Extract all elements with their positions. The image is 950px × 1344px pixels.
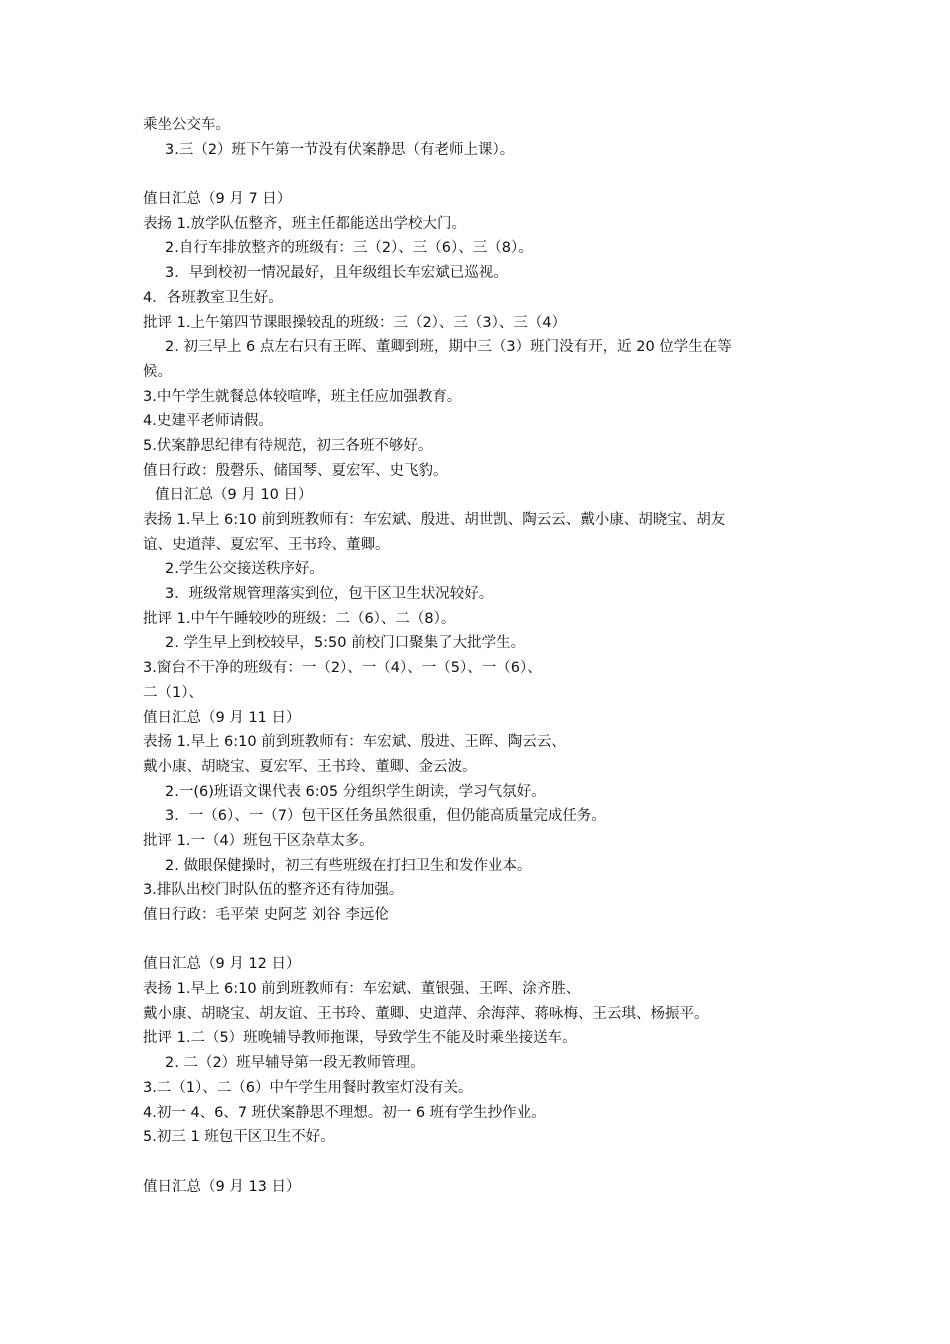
text-line: 表扬 1.早上 6:10 前到班教师有：车宏斌、殷进、胡世凯、陶云云、戴小康、胡晓宝、胡友 bbox=[143, 512, 726, 528]
blank-line bbox=[0, 1150, 950, 1175]
text-line: 3．早到校初一情况最好，且年级组长车宏斌已巡视。 bbox=[165, 265, 508, 282]
text-line: 值日汇总（9 月 7 日） bbox=[143, 191, 292, 208]
text-line: 批评 1.二（5）班晚辅导教师拖课，导致学生不能及时乘坐接送车。 bbox=[143, 1030, 577, 1047]
text-line: 3.窗台不干净的班级有：一（2）、一（4）、一（5）、一（6）、 bbox=[143, 660, 542, 677]
text-line: 表扬 1.早上 6:10 前到班教师有：车宏斌、殷进、王晖、陶云云、 bbox=[143, 734, 566, 751]
text-line: 2. 学生早上到校较早，5:50 前校门口聚集了大批学生。 bbox=[165, 635, 526, 652]
text-line: 2. 二（2）班早辅导第一段无教师管理。 bbox=[165, 1055, 425, 1072]
text-line: 4．各班教室卫生好。 bbox=[143, 289, 283, 306]
text-line: 3.中午学生就餐总体较喧哗，班主任应加强教育。 bbox=[143, 388, 462, 405]
text-line: 3.三（2）班下午第一节没有伏案静思（有老师上课）。 bbox=[165, 141, 515, 158]
text-line: 值日汇总（9 月 11 日） bbox=[143, 709, 301, 726]
text-line: 值日行政：殷磬乐、储国琴、夏宏军、史飞豹。 bbox=[143, 462, 448, 479]
text-line: 2.一(6)班语文课代表 6:05 分组织学生朗读，学习气氛好。 bbox=[165, 783, 546, 800]
text-line: 值日行政：毛平荣 史阿芝 刘谷 李远伦 bbox=[143, 907, 389, 923]
text-line: 批评 1.一（4）班包干区杂草太多。 bbox=[143, 832, 374, 849]
text-line: 戴小康、胡晓宝、胡友谊、王书玲、董卿、史道萍、余海萍、蒋咏梅、王云琪、杨振平。 bbox=[143, 1005, 709, 1022]
text-line: 表扬 1.早上 6:10 前到班教师有：车宏斌、董银强、王晖、涂齐胜、 bbox=[143, 981, 581, 998]
text-line: 5.伏案静思纪律有待规范，初三各班不够好。 bbox=[143, 437, 433, 454]
text-line: 候。 bbox=[143, 363, 172, 380]
text-line: 3．一（6）、一（7）包干区任务虽然很重，但仍能高质量完成任务。 bbox=[165, 808, 606, 825]
text-line: 2.自行车排放整齐的班级有：三（2）、三（6）、三（8）。 bbox=[165, 240, 533, 257]
text-line: 表扬 1.放学队伍整齐，班主任都能送出学校大门。 bbox=[143, 215, 466, 232]
text-line: 2. 初三早上 6 点左右只有王晖、董卿到班，期中三（3）班门没有开，近 20 位学生在等 bbox=[165, 339, 732, 356]
text-line: 值日汇总（9 月 12 日） bbox=[143, 956, 301, 973]
text-line: 批评 1.上午第四节课眼操较乱的班级：三（2）、三（3）、三（4） bbox=[143, 314, 567, 331]
text-line: 乘坐公交车。 bbox=[143, 117, 230, 133]
document-body bbox=[0, 113, 950, 1199]
text-line: 5.初三 1 班包干区卫生不好。 bbox=[143, 1129, 335, 1146]
text-line: 3．班级常规管理落实到位，包干区卫生状况较好。 bbox=[165, 586, 494, 603]
blank-line bbox=[0, 928, 950, 953]
text-line: 3.排队出校门时队伍的整齐还有待加强。 bbox=[143, 882, 404, 899]
text-line: 2.学生公交接送秩序好。 bbox=[165, 561, 324, 578]
text-line: 4.史建平老师请假。 bbox=[143, 413, 273, 430]
text-line: 3.二（1）、二（6）中午学生用餐时教室灯没有关。 bbox=[143, 1079, 473, 1096]
text-line: 二（1）、 bbox=[143, 684, 203, 701]
text-line: 2. 做眼保健操时，初三有些班级在打扫卫生和发作业本。 bbox=[165, 857, 532, 874]
text-line: 戴小康、胡晓宝、夏宏军、王书玲、董卿、金云波。 bbox=[143, 758, 477, 775]
blank-line bbox=[0, 162, 950, 187]
text-line: 批评 1.中午午睡较吵的班级：二（6）、二（8）。 bbox=[143, 610, 456, 627]
text-line: 谊、史道萍、夏宏军、王书玲、董卿。 bbox=[143, 536, 390, 553]
text-line: 值日汇总（9 月 10 日） bbox=[155, 487, 313, 504]
text-line: 值日汇总（9 月 13 日） bbox=[143, 1178, 301, 1195]
text-line: 4.初一 4、6、7 班伏案静思不理想。初一 6 班有学生抄作业。 bbox=[143, 1104, 546, 1121]
